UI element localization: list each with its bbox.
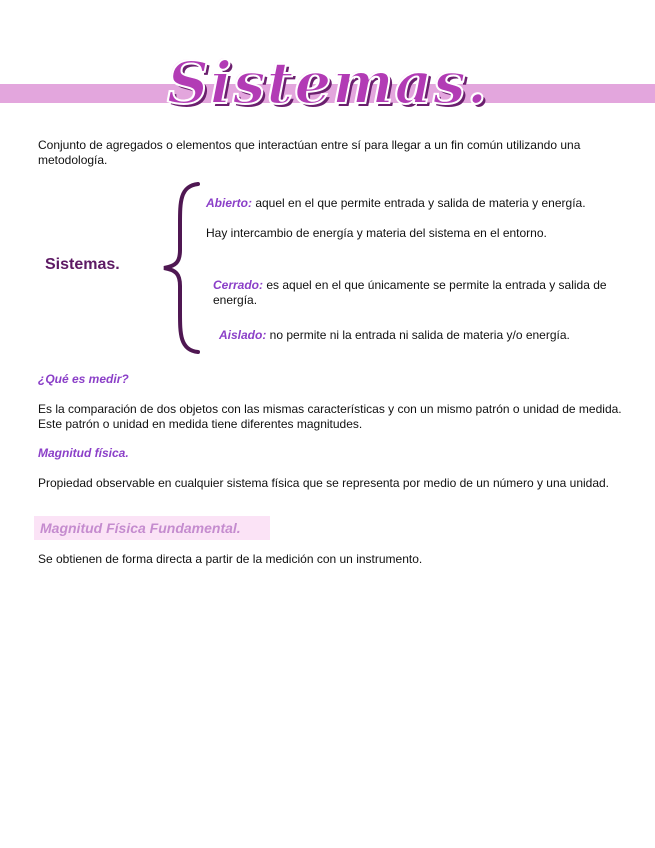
term-text: Hay intercambio de energía y materia del sistema en el entorno. xyxy=(206,226,547,240)
system-item-cerrado xyxy=(213,278,613,308)
section-body-fundamental: Se obtienen de forma directa a partir de la medición con un instrumento. xyxy=(38,552,423,566)
section-body-magnitud: Propiedad observable en cualquier sistema física que se representa por medio de un número y una unidad. xyxy=(38,476,610,490)
system-item-abierto xyxy=(206,196,626,211)
section-heading-magnitud: Magnitud física. xyxy=(38,446,129,460)
diagram-label: Sistemas. xyxy=(45,256,120,273)
section-body-medir: Es la comparación de dos objetos con las mismas características y con un mismo patrón o unidad de medida. Este patrón o unidad en medida tiene diferentes magnitudes. xyxy=(38,402,622,431)
term-text: no permite ni la entrada ni salida de materia y/o energía. xyxy=(266,328,570,342)
section-heading-fundamental: Magnitud Física Fundamental. xyxy=(40,520,241,536)
term-text: aquel en el que permite entrada y salida de materia y energía. xyxy=(252,196,586,210)
curly-brace-icon xyxy=(158,180,204,356)
intro-paragraph: Conjunto de agregados o elementos que interactúan entre sí para llegar a un fin común utilizando una metodología. xyxy=(38,138,581,167)
system-item-intercambio xyxy=(206,226,626,241)
page-title: Sistemas. xyxy=(166,49,489,117)
section-heading-medir: ¿Qué es medir? xyxy=(38,372,129,386)
term-label: Aislado: xyxy=(219,328,267,342)
term-text: es aquel en el que únicamente se permite la entrada y salida de energía. xyxy=(213,278,607,307)
term-label: Abierto: xyxy=(206,196,252,210)
system-item-aislado xyxy=(219,328,639,343)
term-label: Cerrado: xyxy=(213,278,264,292)
